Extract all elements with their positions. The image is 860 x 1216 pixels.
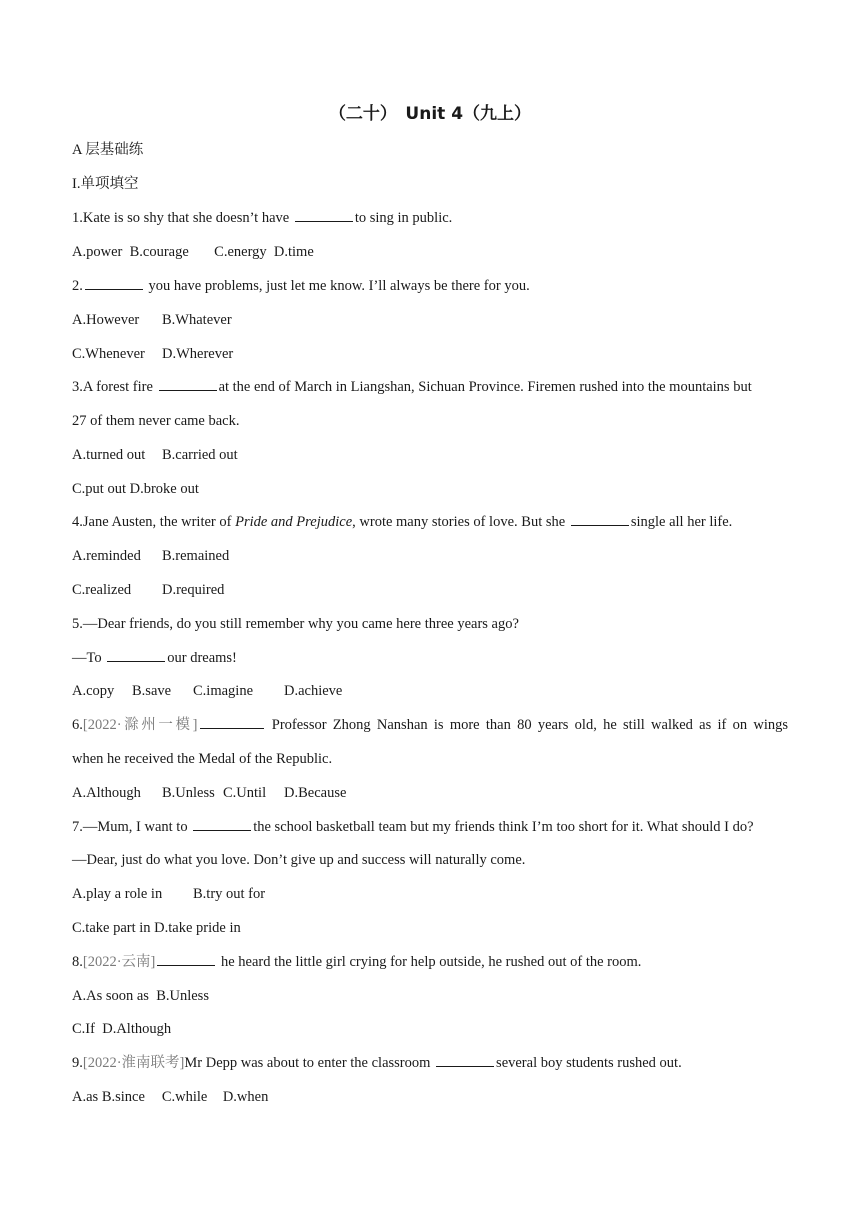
option-d[interactable]: D.take pride in (154, 920, 241, 936)
option-a[interactable]: A.However (72, 312, 140, 328)
question-8-options-row1 (72, 986, 209, 1006)
question-9: 9.[2022·淮南联考]Mr Depp was about to enter the classroom several boy students rushed out. (72, 1055, 682, 1071)
answer-blank[interactable] (436, 1053, 494, 1067)
option-b[interactable]: B.try out for (193, 886, 266, 902)
question-7-options-row1 (72, 884, 265, 904)
question-6: 6.[2022·滁州一模] Professor Zhong Nanshan is more than 80 years old, he still walked as if on wings (72, 717, 788, 733)
question-1-options (72, 242, 314, 262)
source-tag: [2022·滁州一模] (82, 717, 198, 733)
question-5: 5.—Dear friends, do you still remember why you came here three years ago? (72, 616, 519, 632)
answer-blank[interactable] (159, 377, 217, 391)
option-b[interactable]: B.Unless (162, 785, 215, 801)
option-d[interactable]: D.Wherever (162, 346, 234, 362)
option-a[interactable]: A.Although (72, 785, 141, 801)
question-1: 1.Kate is so shy that she doesn’t have to sing in public. (72, 210, 453, 226)
answer-blank[interactable] (295, 208, 353, 222)
option-b[interactable]: B.courage (129, 244, 189, 260)
option-c[interactable]: C.take part in (72, 920, 151, 936)
source-tag: [2022·云南] (82, 954, 156, 970)
page-title: （二十） Unit 4（九上） (328, 104, 532, 124)
option-a[interactable]: A.As soon as (72, 988, 149, 1004)
option-c[interactable]: C.imagine (193, 683, 254, 699)
answer-blank[interactable] (200, 715, 264, 729)
option-d[interactable]: D.broke out (129, 481, 199, 497)
option-d[interactable]: D.time (273, 244, 314, 260)
answer-blank[interactable] (157, 952, 215, 966)
option-b[interactable]: B.Unless (156, 988, 209, 1004)
option-c[interactable]: C.realized (72, 582, 132, 598)
source-tag: [2022·淮南联考] (82, 1055, 185, 1071)
option-d[interactable]: D.achieve (284, 683, 343, 699)
question-3-continued: 27 of them never came back. (72, 413, 240, 429)
question-7: 7.—Mum, I want to the school basketball team but my friends think I’m too short for it. What should I do? (72, 819, 754, 835)
option-b[interactable]: B.carried out (162, 447, 238, 463)
question-3-options-row2 (72, 479, 199, 499)
option-c[interactable]: C.Whenever (72, 346, 145, 362)
option-d[interactable]: D.Because (284, 785, 347, 801)
answer-blank[interactable] (193, 817, 251, 831)
question-3-options-row1 (72, 445, 238, 465)
option-c[interactable]: C.energy (214, 244, 267, 260)
question-8: 8.[2022·云南] he heard the little girl crying for help outside, he rushed out of the room. (72, 954, 642, 970)
option-b[interactable]: B.Whatever (162, 312, 232, 328)
question-3: 3.A forest fire at the end of March in Liangshan, Sichuan Province. Firemen rushed into the mountains but (72, 379, 752, 395)
option-a[interactable]: A.play a role in (72, 886, 163, 902)
option-b[interactable]: B.remained (162, 548, 230, 564)
question-2: 2. you have problems, just let me know. I’ll always be there for you. (72, 278, 530, 294)
option-c[interactable]: C.If (72, 1021, 95, 1037)
question-5-options (72, 681, 342, 701)
answer-blank[interactable] (107, 648, 165, 662)
option-a[interactable]: A.as (72, 1089, 99, 1105)
book-title: Pride and Prejudice (235, 514, 353, 530)
option-b[interactable]: B.since (101, 1089, 145, 1105)
question-2-options-row1 (72, 310, 232, 330)
option-d[interactable]: D.Although (102, 1021, 172, 1037)
option-c[interactable]: C.while (161, 1089, 208, 1105)
question-4-options-row2 (72, 580, 224, 600)
question-9-options (72, 1087, 268, 1107)
question-8-options-row2 (72, 1019, 171, 1039)
section-heading: A 层基础练 (72, 142, 144, 158)
question-7-options-row2 (72, 918, 241, 938)
question-4: 4.Jane Austen, the writer of Pride and Prejudice, wrote many stories of love. But she single all her life. (72, 514, 733, 530)
option-a[interactable]: A.power (72, 244, 123, 260)
answer-blank[interactable] (571, 512, 629, 526)
question-6-options (72, 783, 346, 803)
option-a[interactable]: A.reminded (72, 548, 141, 564)
option-c[interactable]: C.Until (223, 785, 267, 801)
option-a[interactable]: A.copy (72, 683, 115, 699)
option-a[interactable]: A.turned out (72, 447, 146, 463)
question-4-options-row1 (72, 546, 229, 566)
option-c[interactable]: C.put out (72, 481, 126, 497)
question-2-options-row2 (72, 344, 233, 364)
option-d[interactable]: D.when (222, 1089, 269, 1105)
answer-blank[interactable] (85, 276, 143, 290)
question-5-reply: —To our dreams! (72, 650, 237, 666)
question-7-reply: —Dear, just do what you love. Don’t give up and success will naturally come. (72, 852, 526, 868)
option-d[interactable]: D.required (162, 582, 225, 598)
option-b[interactable]: B.save (132, 683, 172, 699)
question-6-continued: when he received the Medal of the Republic. (72, 751, 333, 767)
part-heading: I.单项填空 (72, 176, 139, 192)
